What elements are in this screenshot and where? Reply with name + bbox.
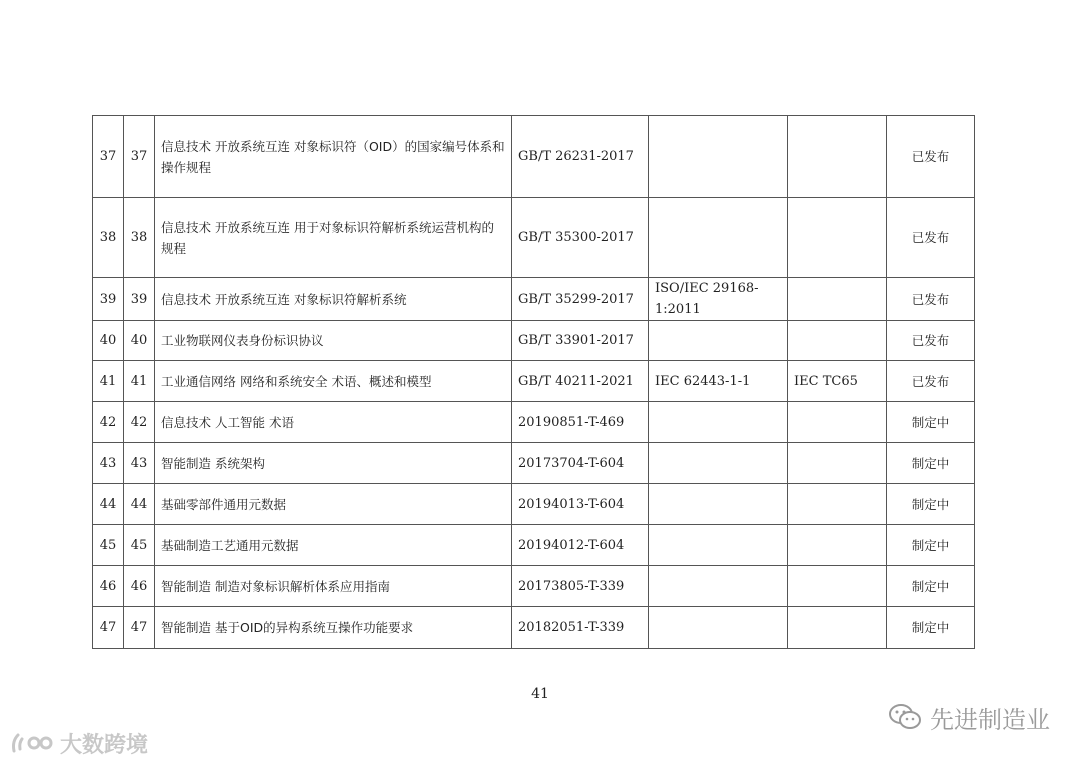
cell-status: 已发布	[887, 116, 975, 198]
cell-international-standard: ISO/IEC 29168-1:2011	[649, 278, 788, 321]
cell-standard-code: GB/T 33901-2017	[512, 321, 649, 361]
cell-status: 制定中	[887, 443, 975, 484]
cell-standard-code: GB/T 40211-2021	[512, 361, 649, 402]
cell-international-standard	[649, 321, 788, 361]
cell-seq: 46	[93, 566, 124, 607]
cell-status: 制定中	[887, 484, 975, 525]
cell-international-standard	[649, 402, 788, 443]
cell-standard-name: 工业通信网络 网络和系统安全 术语、概述和模型	[155, 361, 512, 402]
cell-organization	[788, 116, 887, 198]
watermark-left-text: 大数跨境	[60, 732, 149, 758]
cell-seq: 38	[93, 198, 124, 278]
cell-organization	[788, 402, 887, 443]
cell-standard-name: 基础零部件通用元数据	[155, 484, 512, 525]
watermark-left	[10, 726, 148, 760]
cell-standard-code: GB/T 35299-2017	[512, 278, 649, 321]
cell-seq: 47	[93, 607, 124, 649]
cell-status: 已发布	[887, 321, 975, 361]
cell-standard-name: 智能制造 制造对象标识解析体系应用指南	[155, 566, 512, 607]
table-row	[93, 607, 975, 649]
cell-id: 41	[124, 361, 155, 402]
cell-standard-name: 基础制造工艺通用元数据	[155, 525, 512, 566]
cell-id: 37	[124, 116, 155, 198]
cell-id: 39	[124, 278, 155, 321]
cell-standard-name: 信息技术 开放系统互连 对象标识符解析系统	[155, 278, 512, 321]
cell-status: 制定中	[887, 525, 975, 566]
cell-seq: 44	[93, 484, 124, 525]
watermark-right	[888, 697, 1050, 737]
cell-id: 45	[124, 525, 155, 566]
cell-status: 已发布	[887, 361, 975, 402]
cell-id: 43	[124, 443, 155, 484]
cell-standard-name: 智能制造 基于OID的异构系统互操作功能要求	[155, 607, 512, 649]
cell-international-standard	[649, 607, 788, 649]
cell-standard-name: 信息技术 开放系统互连 对象标识符（OID）的国家编号体系和操作规程	[155, 116, 512, 198]
page-number: 41	[531, 686, 549, 702]
cell-id: 38	[124, 198, 155, 278]
cell-standard-name: 信息技术 人工智能 术语	[155, 402, 512, 443]
cell-status: 已发布	[887, 278, 975, 321]
cell-standard-name: 信息技术 开放系统互连 用于对象标识符解析系统运营机构的规程	[155, 198, 512, 278]
table-row	[93, 443, 975, 484]
cell-status: 制定中	[887, 402, 975, 443]
cell-id: 47	[124, 607, 155, 649]
cell-seq: 40	[93, 321, 124, 361]
cell-status: 制定中	[887, 566, 975, 607]
cell-status: 已发布	[887, 198, 975, 278]
cell-seq: 41	[93, 361, 124, 402]
standards-table	[92, 115, 975, 649]
cell-standard-code: 20194013-T-604	[512, 484, 649, 525]
table-row	[93, 566, 975, 607]
cell-standard-code: 20173704-T-604	[512, 443, 649, 484]
cell-organization	[788, 566, 887, 607]
table-row	[93, 278, 975, 321]
cell-seq: 39	[93, 278, 124, 321]
cell-organization	[788, 525, 887, 566]
cell-international-standard	[649, 484, 788, 525]
cell-international-standard: IEC 62443-1-1	[649, 361, 788, 402]
dashujuajing-logo-icon	[10, 731, 54, 755]
cell-international-standard	[649, 198, 788, 278]
cell-organization	[788, 443, 887, 484]
cell-seq: 37	[93, 116, 124, 198]
cell-organization	[788, 607, 887, 649]
cell-standard-code: 20173805-T-339	[512, 566, 649, 607]
cell-id: 44	[124, 484, 155, 525]
watermark-right-text: 先进制造业	[930, 705, 1050, 734]
cell-international-standard	[649, 525, 788, 566]
cell-standard-code: 20190851-T-469	[512, 402, 649, 443]
cell-international-standard	[649, 116, 788, 198]
cell-standard-name: 智能制造 系统架构	[155, 443, 512, 484]
cell-organization	[788, 278, 887, 321]
cell-seq: 42	[93, 402, 124, 443]
cell-international-standard	[649, 566, 788, 607]
table-row	[93, 321, 975, 361]
cell-id: 46	[124, 566, 155, 607]
cell-standard-code: GB/T 26231-2017	[512, 116, 649, 198]
cell-standard-code: 20182051-T-339	[512, 607, 649, 649]
cell-organization	[788, 198, 887, 278]
cell-standard-code: 20194012-T-604	[512, 525, 649, 566]
table-row	[93, 402, 975, 443]
cell-standard-code: GB/T 35300-2017	[512, 198, 649, 278]
cell-organization	[788, 484, 887, 525]
cell-id: 42	[124, 402, 155, 443]
cell-organization	[788, 321, 887, 361]
table-row	[93, 116, 975, 198]
table-row	[93, 361, 975, 402]
table-row	[93, 525, 975, 566]
cell-standard-name: 工业物联网仪表身份标识协议	[155, 321, 512, 361]
cell-organization: IEC TC65	[788, 361, 887, 402]
cell-international-standard	[649, 443, 788, 484]
table-row	[93, 198, 975, 278]
cell-id: 40	[124, 321, 155, 361]
table-row	[93, 484, 975, 525]
wechat-icon	[888, 702, 922, 732]
cell-seq: 43	[93, 443, 124, 484]
cell-status: 制定中	[887, 607, 975, 649]
cell-seq: 45	[93, 525, 124, 566]
